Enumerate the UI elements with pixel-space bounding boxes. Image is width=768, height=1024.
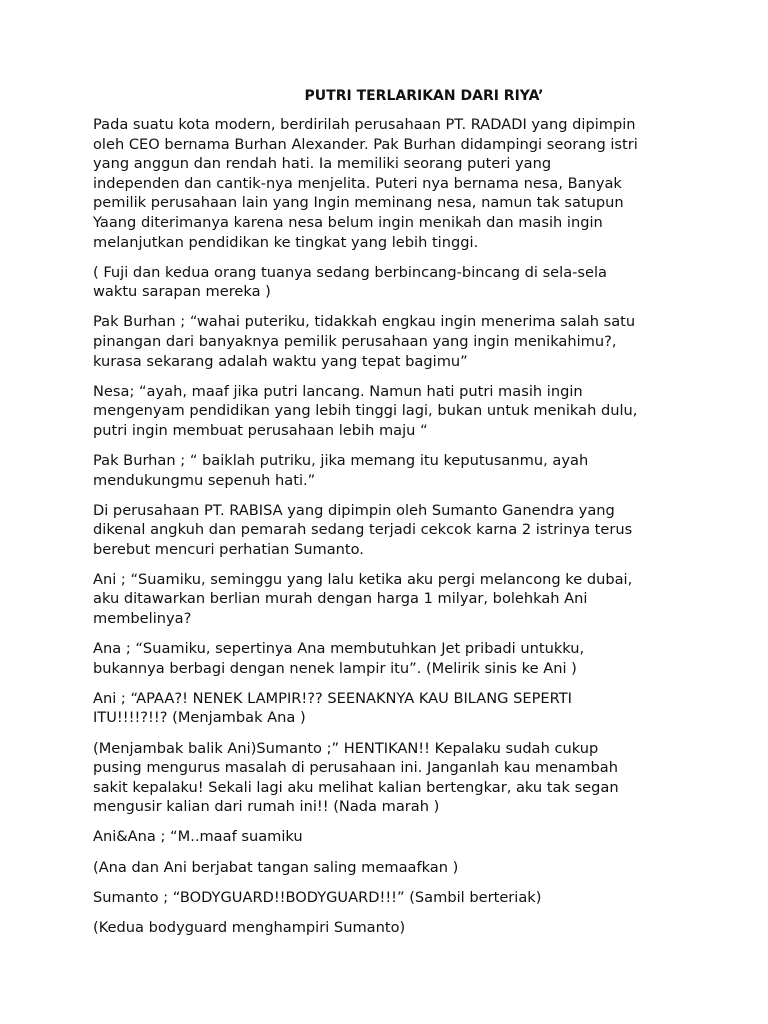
paragraph-dialogue: Pak Burhan ; “ baiklah putriku, jika memang itu keputusanmu, ayah mendukungmu sepenuh hati.” [93, 451, 589, 489]
paragraph-narration: Di perusahaan PT. RABISA yang dipimpin oleh Sumanto Ganendra yang dikenal angkuh dan pemarah sedang terjadi cekcok karna 2 istrinya terus berebut mencuri perhatian Sumanto. [93, 501, 633, 558]
paragraph-stage-direction: (Kedua bodyguard menghampiri Sumanto) [93, 918, 406, 936]
paragraph-stage-direction: (Ana dan Ani berjabat tangan saling memaafkan ) [93, 858, 459, 876]
document-body [93, 115, 683, 948]
paragraph-dialogue: Ani ; “APAA?! NENEK LAMPIR!?? SEENAKNYA KAU BILANG SEPERTI ITU!!!!?!!? (Menjambak Ana ) [93, 689, 572, 727]
paragraph-dialogue: Ana ; “Suamiku, sepertinya Ana membutuhkan Jet pribadi untukku, bukannya berbagi dengan nenek lampir itu”. (Melirik sinis ke Ani ) [93, 640, 585, 677]
paragraph-dialogue: Sumanto ; “BODYGUARD!!BODYGUARD!!!” (Sambil berteriak) [93, 888, 542, 906]
paragraph-stage-direction: ( Fuji dan kedua orang tuanya sedang berbincang-bincang di sela-sela waktu sarapan mereka ) [93, 263, 607, 301]
document-title: PUTRI TERLARIKAN DARI RIYA’ [304, 88, 544, 104]
paragraph-dialogue: (Menjambak balik Ani)Sumanto ;” HENTIKAN!! Kepalaku sudah cukup pusing mengurus masalah di perusahaan ini. Janganlah kau menambah sakit kepalaku! Sekali lagi aku melihat kalian bertengkar, aku tak segan mengusir kalian dari rumah ini!! (Nada marah ) [93, 739, 619, 816]
paragraph-dialogue: Ani&Ana ; “M..maaf suamiku [93, 828, 303, 846]
paragraph-dialogue: Nesa; “ayah, maaf jika putri lancang. Namun hati putri masih ingin mengenyam pendidikan yang lebih tinggi lagi, bukan untuk menikah dulu, putri ingin membuat perusahaan lebih maju “ [93, 382, 638, 439]
paragraph-dialogue: Pak Burhan ; “wahai puteriku, tidakkah engkau ingin menerima salah satu pinangan dari banyaknya pemilik perusahaan yang ingin menikahimu?, kurasa sekarang adalah waktu yang tepat bagimu” [93, 313, 636, 370]
paragraph-intro: Pada suatu kota modern, berdirilah perusahaan PT. RADADI yang dipimpin oleh CEO bernama Burhan Alexander. Pak Burhan didampingi seorang istri yang anggun dan rendah hati. Ia memiliki seorang puteri yang independen dan cantik-nya menjelita. Puteri nya bernama nesa, Banyak pemilik perusahaan lain yang Ingin meminang nesa, namun tak satupun Yaang diterimanya karena nesa belum ingin menikah dan masih ingin melanjutkan pendidikan ke tingkat yang lebih tinggi. [93, 116, 638, 251]
paragraph-dialogue: Ani ; “Suamiku, seminggu yang lalu ketika aku pergi melancong ke dubai, aku ditawarkan berlian murah dengan harga 1 milyar, bolehkah Ani membelinya? [93, 570, 633, 628]
